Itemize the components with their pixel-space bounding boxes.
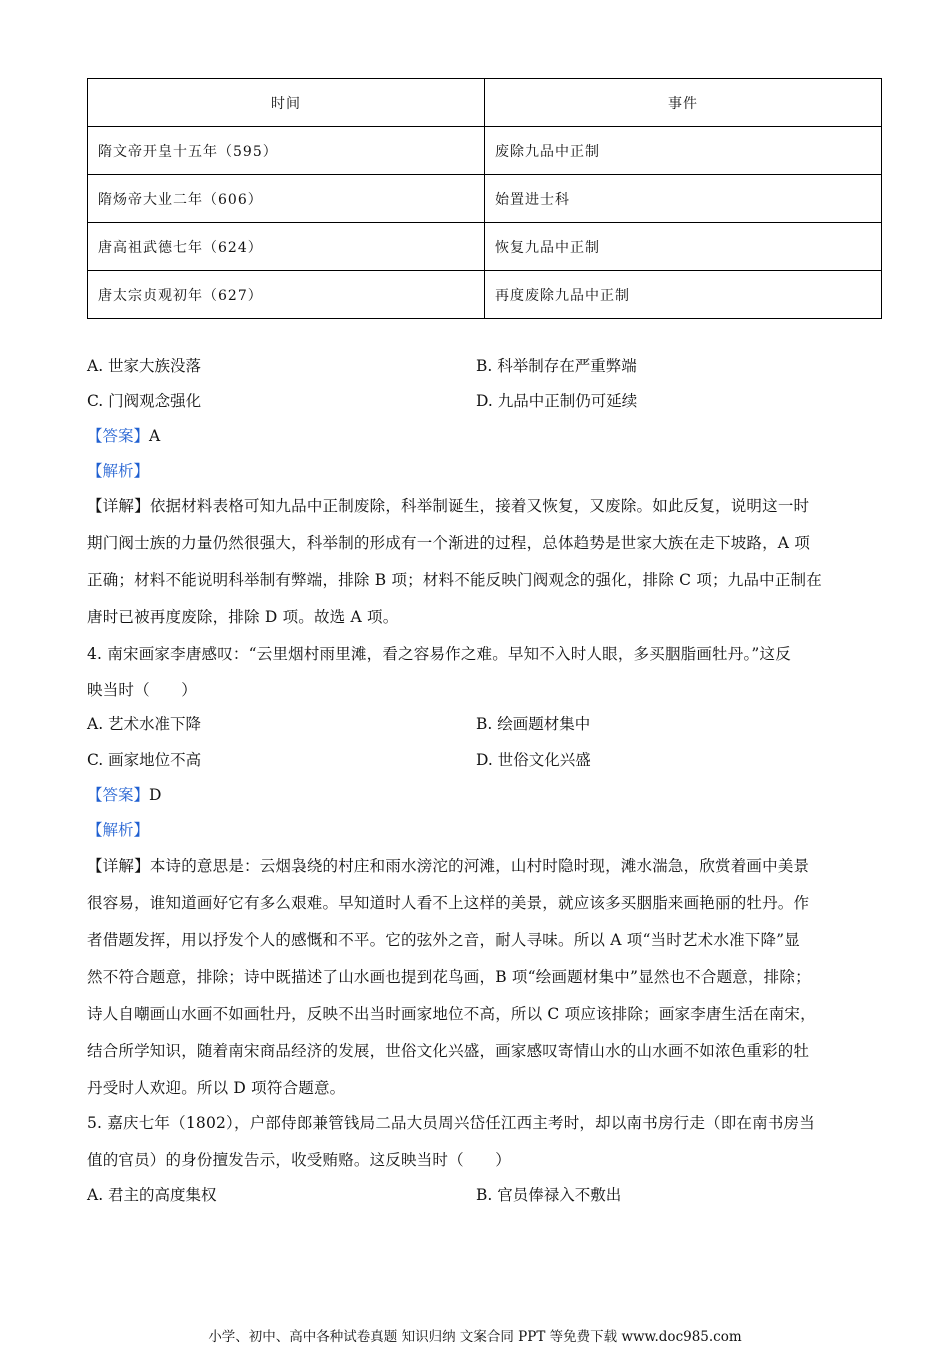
table-row <box>88 271 882 319</box>
q4-detail-line: 丹受时人欢迎。所以 D 项符合题意。 <box>87 1079 346 1097</box>
q3-detail-line <box>87 496 809 516</box>
page-footer: 小学、初中、高中各种试卷真题 知识归纳 文案合同 PPT 等免费下载 www.doc985.com <box>208 1329 742 1345</box>
q4-option-d: D. 世俗文化兴盛 <box>476 751 591 769</box>
detail-tag: 【详解】 <box>87 497 150 515</box>
q4-stem-line: 4. 南宋画家李唐感叹：“云里烟村雨里滩，看之容易作之难。早知不入时人眼，多买胭脂画牡丹。”这反 <box>87 645 791 663</box>
answer-value: D <box>149 786 162 804</box>
q4-detail-line: 结合所学知识，随着南宋商品经济的发展，世俗文化兴盛，画家感叹寄情山水的山水画不如浓色重彩的牡 <box>87 1042 810 1060</box>
q3-analysis <box>87 461 149 481</box>
answer-tag: 【答案】 <box>87 427 150 445</box>
table-cell-time: 唐太宗贞观初年（627） <box>88 271 485 319</box>
table-cell-event: 始置进士科 <box>485 175 882 223</box>
analysis-tag: 【解析】 <box>87 821 150 839</box>
table-header-time: 时间 <box>88 79 485 127</box>
q3-option-d: D. 九品中正制仍可延续 <box>476 392 638 410</box>
events-table <box>87 78 882 319</box>
analysis-tag: 【解析】 <box>87 462 150 480</box>
q3-option-b: B. 科举制存在严重弊端 <box>476 357 637 375</box>
q4-option-b: B. 绘画题材集中 <box>476 715 591 733</box>
answer-tag: 【答案】 <box>87 786 150 804</box>
table-cell-time: 唐高祖武德七年（624） <box>88 223 485 271</box>
q5-option-b: B. 官员俸禄入不敷出 <box>476 1186 622 1204</box>
answer-value: A <box>149 427 161 445</box>
q3-detail-line: 正确；材料不能说明科举制有弊端，排除 B 项；材料不能反映门阀观念的强化，排除 C 项；九品中正制在 <box>87 571 822 589</box>
q4-stem-line: 映当时（ ） <box>87 681 197 699</box>
q4-answer <box>87 785 161 805</box>
table-header-row <box>88 79 882 127</box>
q4-option-c: C. 画家地位不高 <box>87 751 202 769</box>
detail-tag: 【详解】 <box>87 857 150 875</box>
q4-detail-line <box>87 856 809 876</box>
table-row <box>88 127 882 175</box>
table-cell-time: 隋炀帝大业二年（606） <box>88 175 485 223</box>
q3-option-a: A. 世家大族没落 <box>87 357 202 375</box>
table-cell-time: 隋文帝开皇十五年（595） <box>88 127 485 175</box>
q5-stem-line: 5. 嘉庆七年（1802），户部侍郎兼管钱局二品大员周兴岱任江西主考时，却以南书房行走（即在南书房当 <box>87 1114 815 1132</box>
q4-detail-text: 本诗的意思是：云烟袅绕的村庄和雨水滂沱的河滩，山村时隐时现，滩水湍急，欣赏着画中美景 <box>149 857 810 875</box>
q3-detail-line: 期门阀士族的力量仍然很强大，科举制的形成有一个渐进的过程，总体趋势是世家大族在走下坡路，A 项 <box>87 534 811 552</box>
q3-answer <box>87 426 160 446</box>
q3-option-c: C. 门阀观念强化 <box>87 392 202 410</box>
q5-option-a: A. 君主的高度集权 <box>87 1186 217 1204</box>
q4-option-a: A. 艺术水准下降 <box>87 715 202 733</box>
q5-stem-line: 值的官员）的身份擅发告示，收受贿赂。这反映当时（ ） <box>87 1151 511 1169</box>
q4-detail-line: 者借题发挥，用以抒发个人的感慨和不平。它的弦外之音，耐人寻味。所以 A 项“当时艺术水准下降”显 <box>87 931 800 949</box>
q4-detail-line: 然不符合题意，排除；诗中既描述了山水画也提到花鸟画，B 项“绘画题材集中”显然也不合题意，排除； <box>87 968 811 986</box>
table-row <box>88 223 882 271</box>
table-cell-event: 恢复九品中正制 <box>485 223 882 271</box>
q4-detail-line: 很容易，谁知道画好它有多么艰难。早知道时人看不上这样的美景，就应该多买胭脂来画艳丽的牡丹。作 <box>87 894 810 912</box>
q3-detail-line: 唐时已被再度废除，排除 D 项。故选 A 项。 <box>87 608 399 626</box>
table-row <box>88 175 882 223</box>
table-cell-event: 废除九品中正制 <box>485 127 882 175</box>
q3-detail-text: 依据材料表格可知九品中正制废除，科举制诞生，接着又恢复，又废除。如此反复，说明这一时 <box>149 497 810 515</box>
table-header-event: 事件 <box>485 79 882 127</box>
q4-detail-line: 诗人自嘲画山水画不如画牡丹，反映不出当时画家地位不高，所以 C 项应该排除；画家李唐生活在南宋， <box>87 1005 816 1023</box>
table-cell-event: 再度废除九品中正制 <box>485 271 882 319</box>
q4-analysis <box>87 820 149 840</box>
